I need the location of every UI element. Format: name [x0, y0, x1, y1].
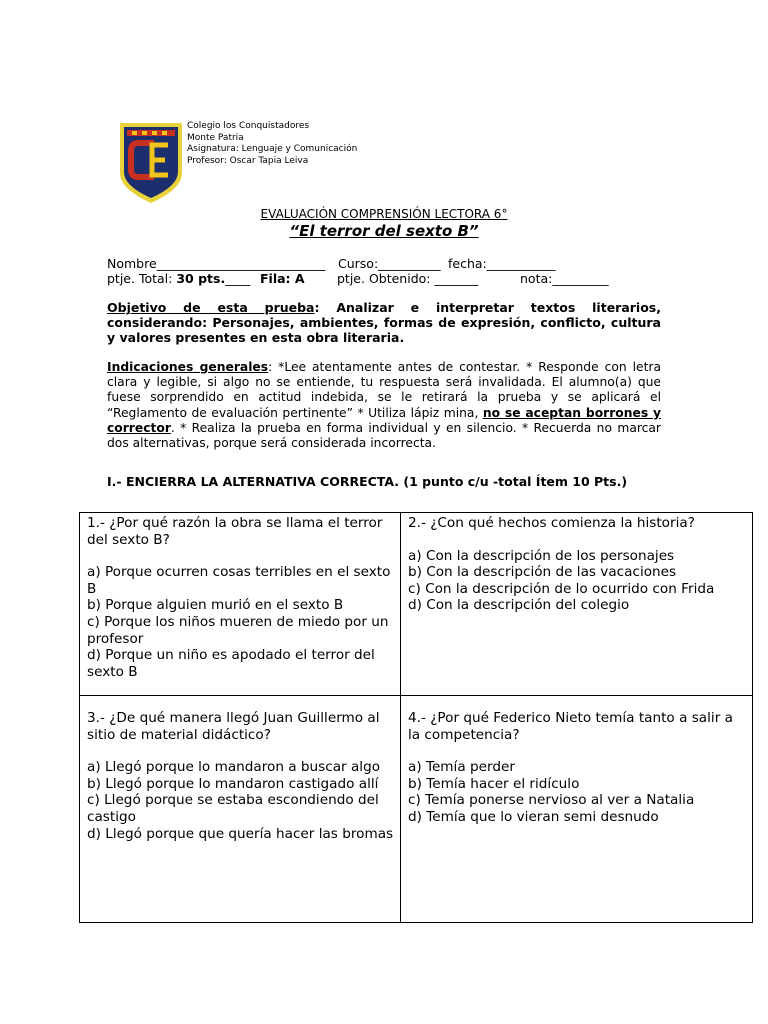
question-text: 2.- ¿Con qué hechos comienza la historia? — [408, 515, 695, 531]
question-text: 4.- ¿Por qué Federico Nieto temía tanto a salir a la competencia? — [408, 710, 733, 743]
question-cell — [401, 696, 753, 923]
teacher: Profesor: Oscar Tapia Leiva — [187, 155, 309, 166]
nota-field[interactable]: nota:_________ — [520, 271, 609, 286]
option-d[interactable]: d) Llegó porque que quería hacer las bromas — [87, 825, 394, 842]
school-name: Colegio los Conquistadores — [187, 121, 310, 131]
school-info — [187, 121, 357, 167]
curso-field[interactable]: Curso:__________ — [338, 256, 441, 271]
option-d[interactable]: d) Temía que lo vieran semi desnudo — [408, 808, 659, 825]
ptje-obtenido-field[interactable]: ptje. Obtenido: _______ — [337, 271, 479, 286]
option-c[interactable]: c) Con la descripción de lo ocurrido con Frida — [408, 580, 715, 597]
objective — [107, 300, 661, 346]
option-d[interactable]: d) Porque un niño es apodado el terror del sexto B — [87, 647, 375, 680]
objective-label: Objetivo de esta prueba — [107, 300, 315, 315]
nombre-field[interactable]: Nombre___________________________ — [107, 256, 326, 271]
fecha-field[interactable]: fecha:___________ — [448, 256, 556, 271]
indications-text-2: . * Realiza la prueba en forma individual y en silencio. * Recuerda no marcar dos alternativas, porque será considerada incorrecta. — [107, 420, 661, 451]
option-c[interactable]: c) Llegó porque se estaba escondiendo del castigo — [87, 792, 379, 825]
fila: Fila: A — [260, 271, 305, 286]
work-title: “El terror del sexto B” — [289, 222, 479, 240]
ptje-blank: ____ — [225, 271, 251, 286]
option-b[interactable]: b) Con la descripción de las vacaciones — [408, 564, 677, 581]
section-title: I.- ENCIERRA LA ALTERNATIVA CORRECTA. (1 punto c/u -total Ítem 10 Pts.) — [107, 474, 628, 489]
option-a[interactable]: a) Porque ocurren cosas terribles en el sexto B — [87, 564, 391, 597]
indications-text-1: : *Lee atentamente antes de contestar. * Responde con letra clara y legible, si algo no se entiende, tu respuesta será invalidada. El alumno(a) que fuese sorprendido en actitud indebida, se le retirará la prueba y se aplicará el “Reglamento de evaluación pertinente” * Utiliza lápiz mina, — [107, 360, 662, 420]
indications-label: Indicaciones generales — [107, 360, 269, 374]
option-b[interactable]: b) Porque alguien murió en el sexto B — [87, 597, 344, 614]
option-a[interactable]: a) Temía perder — [408, 759, 515, 776]
ptje-total — [107, 271, 250, 286]
school-city: Monte Patria — [187, 132, 244, 143]
question-text: 3.- ¿De qué manera llegó Juan Guillermo al sitio de material didáctico? — [87, 710, 380, 743]
indications — [107, 360, 661, 451]
option-c[interactable]: c) Porque los niños mueren de miedo por un profesor — [87, 613, 389, 647]
subject: Asignatura: Lenguaje y Comunicación — [187, 144, 358, 155]
evaluation-title: EVALUACIÓN COMPRENSIÓN LECTORA 6° — [260, 207, 508, 221]
option-c[interactable]: c) Temía ponerse nervioso al ver a Natalia — [408, 792, 695, 809]
question-cell — [80, 696, 401, 923]
question-text: 1.- ¿Por qué razón la obra se llama el terror del sexto B? — [87, 515, 383, 548]
question-cell — [401, 513, 753, 696]
option-b[interactable]: b) Temía hacer el ridículo — [408, 775, 580, 792]
option-a[interactable]: a) Con la descripción de los personajes — [408, 547, 675, 564]
questions-table — [79, 512, 753, 923]
question-cell — [80, 513, 401, 696]
school-logo — [118, 121, 184, 205]
option-d[interactable]: d) Con la descripción del colegio — [408, 597, 630, 614]
ptje-total-value: 30 pts. — [176, 271, 226, 286]
objective-text: : Analizar e interpretar textos literarios, considerando: Personajes, ambientes, formas de expresión, conflicto, cultura y valores presentes en esta obra literaria. — [107, 300, 661, 346]
ptje-total-label: ptje. Total: — [107, 271, 177, 286]
option-b[interactable]: b) Llegó porque lo mandaron castigado allí — [87, 775, 379, 792]
option-a[interactable]: a) Llegó porque lo mandaron a buscar algo — [87, 759, 381, 776]
indications-bold: no se aceptan borrones y corrector — [107, 405, 661, 435]
